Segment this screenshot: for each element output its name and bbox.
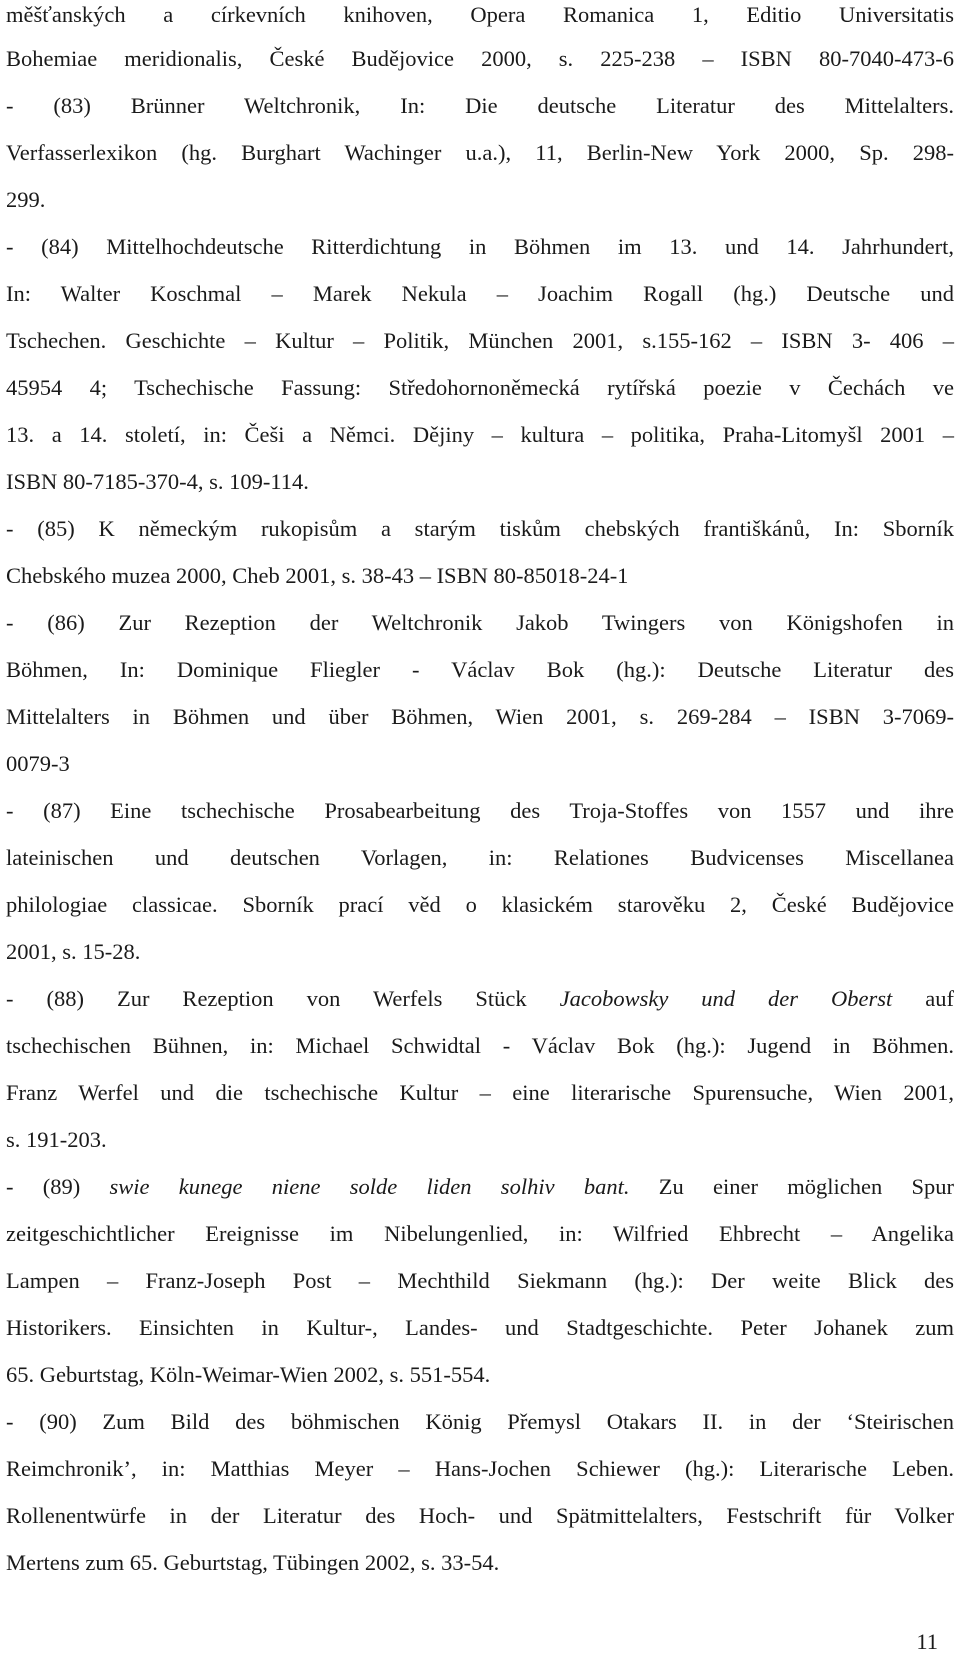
text-line: lateinischen und deutschen Vorlagen, in: Relationes Budvicenses Miscellanea	[6, 845, 954, 870]
text-line: měšťanských a církevních knihoven, Opera Romanica 1, Editio Universitatis	[6, 2, 954, 27]
text-line: zeitgeschichtlicher Ereignisse im Nibelungenlied, in: Wilfried Ehbrecht – Angelika	[6, 1221, 954, 1246]
text-segment: auf	[892, 986, 954, 1011]
text-line: 45954 4; Tschechische Fassung: Středohornoněmecká rytířská poezie v Čechách ve	[6, 375, 954, 400]
text-line: Mittelalters in Böhmen und über Böhmen, Wien 2001, s. 269-284 – ISBN 3-7069-	[6, 704, 954, 729]
text-line: 0079-3	[6, 751, 70, 776]
text-line: - (83) Brünner Weltchronik, In: Die deutsche Literatur des Mittelalters.	[6, 93, 954, 118]
text-line: Verfasserlexikon (hg. Burghart Wachinger u.a.), 11, Berlin-New York 2000, Sp. 298-	[6, 140, 954, 165]
text-line	[6, 1172, 954, 1219]
document-page	[6, 0, 954, 1595]
text-line: - (86) Zur Rezeption der Weltchronik Jakob Twingers von Königshofen in	[6, 610, 954, 635]
text-line: Böhmen, In: Dominique Fliegler - Václav Bok (hg.): Deutsche Literatur des	[6, 657, 954, 682]
text-line: philologiae classicae. Sborník prací věd o klasickém starověku 2, České Budějovice	[6, 892, 954, 917]
text-line: 299.	[6, 187, 46, 212]
text-line: 65. Geburtstag, Köln-Weimar-Wien 2002, s. 551-554.	[6, 1362, 491, 1387]
text-line: - (84) Mittelhochdeutsche Ritterdichtung in Böhmen im 13. und 14. Jahrhundert,	[6, 234, 954, 259]
text-segment: Zu einer möglichen Spur	[629, 1174, 955, 1199]
text-line: Bohemiae meridionalis, České Budějovice 2000, s. 225-238 – ISBN 80-7040-473-6	[6, 46, 954, 71]
text-line: Chebského muzea 2000, Cheb 2001, s. 38-43 – ISBN 80-85018-24-1	[6, 563, 629, 588]
text-line: Mertens zum 65. Geburtstag, Tübingen 2002, s. 33-54.	[6, 1550, 500, 1575]
text-line: - (87) Eine tschechische Prosabearbeitung des Troja-Stoffes von 1557 und ihre	[6, 798, 954, 823]
text-line: Historikers. Einsichten in Kultur-, Landes- und Stadtgeschichte. Peter Johanek zum	[6, 1315, 954, 1340]
text-line: - (90) Zum Bild des böhmischen König Přemysl Otakars II. in der ‘Steirischen	[6, 1409, 954, 1434]
text-segment: - (88) Zur Rezeption von Werfels Stück	[6, 986, 560, 1011]
italic-title: swie kunege niene solde liden solhiv bant.	[109, 1174, 630, 1199]
text-line: Franz Werfel und die tschechische Kultur – eine literarische Spurensuche, Wien 2001,	[6, 1080, 954, 1105]
text-line: s. 191-203.	[6, 1127, 107, 1152]
page-number: 11	[916, 1629, 938, 1654]
text-line: tschechischen Bühnen, in: Michael Schwidtal - Václav Bok (hg.): Jugend in Böhmen.	[6, 1033, 954, 1058]
text-line: 2001, s. 15-28.	[6, 939, 141, 964]
bibliography-text	[6, 0, 954, 1595]
text-line: - (85) K německým rukopisům a starým tiskům chebských františkánů, In: Sborník	[6, 516, 954, 541]
text-segment: - (89)	[6, 1174, 110, 1199]
text-line	[6, 984, 954, 1031]
text-line: Rollenentwürfe in der Literatur des Hoch- und Spätmittelalters, Festschrift für Volker	[6, 1503, 954, 1528]
text-line: Reimchronik’, in: Matthias Meyer – Hans-Jochen Schiewer (hg.): Literarische Leben.	[6, 1456, 954, 1481]
text-line: 13. a 14. století, in: Češi a Němci. Dějiny – kultura – politika, Praha-Litomyšl 2001 –	[6, 422, 954, 447]
text-line: Tschechen. Geschichte – Kultur – Politik, München 2001, s.155-162 – ISBN 3- 406 –	[6, 328, 954, 353]
text-line: Lampen – Franz-Joseph Post – Mechthild Siekmann (hg.): Der weite Blick des	[6, 1268, 954, 1293]
text-line: In: Walter Koschmal – Marek Nekula – Joachim Rogall (hg.) Deutsche und	[6, 281, 954, 306]
italic-title: Jacobowsky und der Oberst	[559, 986, 893, 1011]
text-line: ISBN 80-7185-370-4, s. 109-114.	[6, 469, 309, 494]
